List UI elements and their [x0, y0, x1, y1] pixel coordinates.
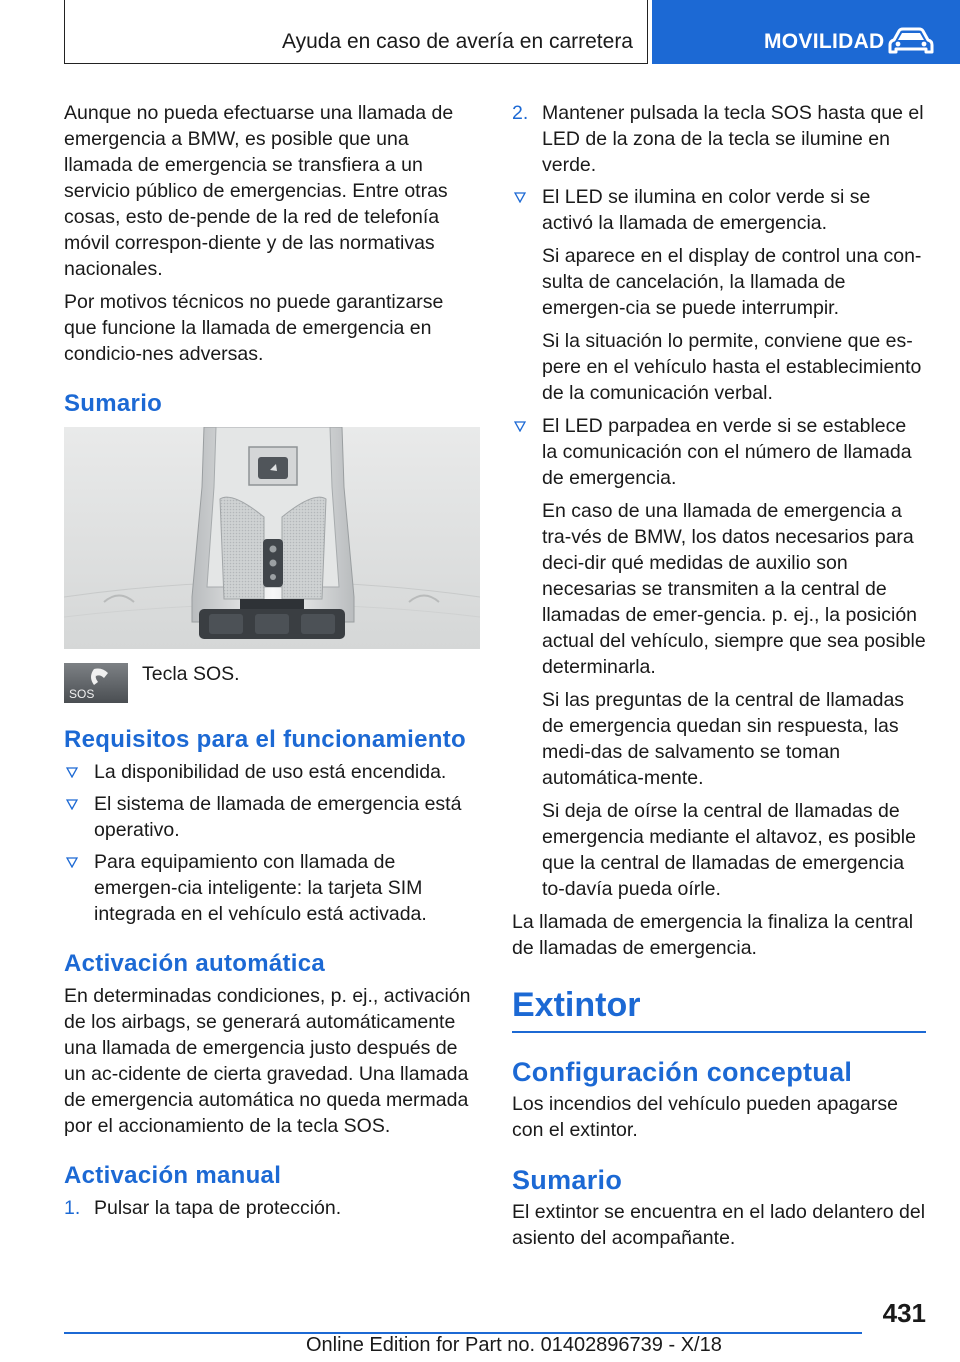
- car-icon: [888, 26, 934, 56]
- section-tab: [652, 0, 960, 64]
- step-item: 1. Pulsar la tapa de protección.: [64, 1197, 342, 1219]
- activacion-manual-heading: Activación manual: [64, 1162, 282, 1189]
- left-column: [64, 100, 478, 1227]
- sumario-extintor-heading: Sumario: [512, 1164, 623, 1195]
- right-column: [512, 100, 926, 1258]
- configuracion-heading: Configuración conceptual: [512, 1056, 853, 1087]
- intro-paragraph-1: Aunque no pueda efectuarse una llamada de emergencia a BMW, es posible que una llamada de emergencia se transfiera a un servicio público de emergencias. Entre otras cosas, esto de-pende de la red de telefonía móvil correspon-diente y de las normativas nacionales.: [64, 102, 454, 280]
- edition-text: Online Edition for Part no. 01402896739 - X/18: [306, 1334, 722, 1356]
- extintor-title: Extintor: [512, 986, 641, 1024]
- list-item: El LED se ilumina en color verde si se activó la llamada de emergencia. Si aparece en el display de control una con-sulta de cancelación, la llamada de emergen-cia se puede interrumpir. Si la situación lo permite, conviene que es-pere en el vehículo hasta el establecimiento de la comunicación verbal.: [512, 184, 926, 406]
- configuracion-text: Los incendios del vehículo pueden apagarse con el extintor.: [512, 1092, 898, 1141]
- manual-steps: [64, 1195, 478, 1221]
- triangle-bullet-icon: [66, 799, 78, 810]
- title-divider: [512, 1031, 926, 1033]
- requisitos-heading: Requisitos para el funcionamiento: [64, 726, 466, 753]
- page-number: 431: [882, 1298, 926, 1328]
- svg-text:SOS: SOS: [69, 687, 95, 701]
- step-number: 1.: [64, 1197, 81, 1219]
- activacion-automatica-heading: Activación automática: [64, 950, 326, 977]
- step-number: 2.: [512, 102, 529, 124]
- sos-caption-row: [64, 661, 478, 703]
- activacion-automatica-text: En determinadas condiciones, p. ej., activación de los airbags, se generará automáticamente una llamada de emergencia justo después de un ac-cidente de cierta gravedad. Una llamada de emergencia automática no queda mermada por el accionamiento de la tecla SOS.: [64, 985, 471, 1137]
- triangle-bullet-icon: [514, 192, 526, 203]
- step-item: 2. Mantener pulsada la tecla SOS hasta que el LED de la zona de la tecla se ilumine en verde.: [512, 102, 924, 176]
- triangle-bullet-icon: [66, 857, 78, 868]
- list-item: El sistema de llamada de emergencia está operativo.: [64, 791, 478, 843]
- led-status-list: [512, 184, 926, 902]
- overhead-console-photo: [64, 427, 480, 649]
- triangle-bullet-icon: [66, 767, 78, 778]
- section-label: MOVILIDAD: [764, 30, 885, 53]
- chapter-title: Ayuda en caso de avería en carretera: [281, 30, 633, 53]
- sos-caption: Tecla SOS.: [142, 663, 240, 685]
- chapter-tab: [64, 0, 648, 64]
- sumario-extintor-text: El extintor se encuentra en el lado delantero del asiento del acompañante.: [512, 1200, 926, 1249]
- intro-paragraph-2: Por motivos técnicos no puede garantizarse que funcione la llamada de emergencia en condicio-nes adversas.: [64, 291, 444, 365]
- list-item: El LED parpadea en verde si se establece la comunicación con el número de llamada de emergencia. En caso de una llamada de emergencia a tra-vés de BMW, los datos necesarios para deci-dir qué medidas de auxilio son necesarias se transmiten a la central de llamadas de emer-gencia. p. ej., la posición actual del vehículo, siempre que sea posible determinarla. Si las preguntas de la central de llamadas de emergencia quedan sin respuesta, las medi-das de salvamento se toman automática-mente. Si deja de oírse la central de llamadas de emergencia mediante el altavoz, es posible que la central de llamadas de emergencia to-davía pueda oírle.: [512, 413, 926, 902]
- closing-paragraph: La llamada de emergencia la finaliza la central de llamadas de emergencia.: [512, 911, 914, 959]
- manual-steps-continued: [512, 100, 926, 178]
- list-item: La disponibilidad de uso está encendida.: [64, 759, 478, 785]
- triangle-bullet-icon: [514, 421, 526, 432]
- requisitos-list: [64, 759, 478, 927]
- sos-button-icon: [64, 663, 128, 703]
- sumario-heading: Sumario: [64, 390, 163, 417]
- list-item: Para equipamiento con llamada de emergen-cia inteligente: la tarjeta SIM integrada en el vehículo está activada.: [64, 849, 478, 927]
